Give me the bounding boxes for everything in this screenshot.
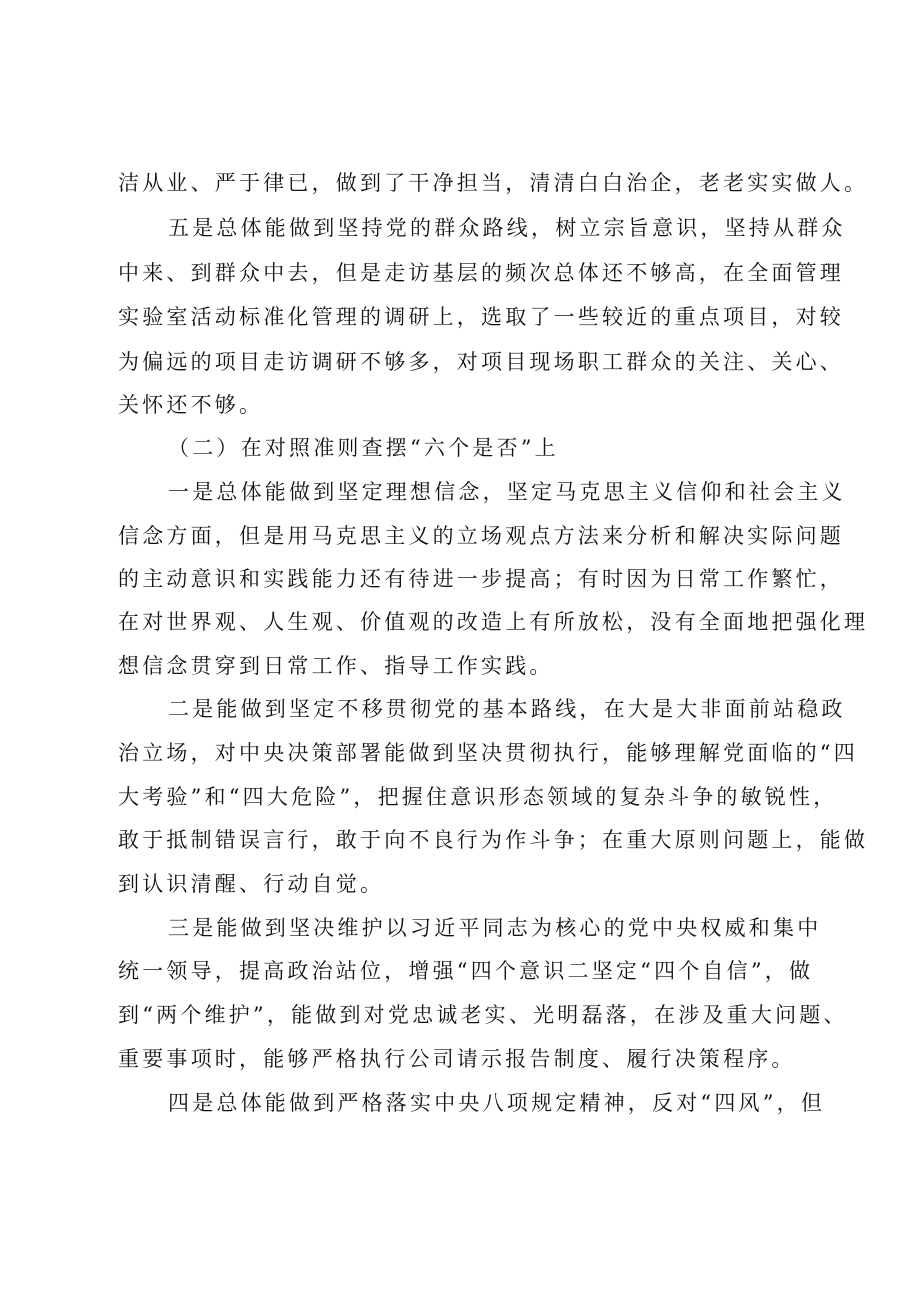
text-line: 洁从业、严于律已，做到了干净担当，清清白白治企，老老实实做人。 (118, 171, 869, 195)
paragraph-start-line: 二是能做到坚定不移贯彻党的基本路线，在大是大非面前站稳政 (168, 697, 846, 721)
text-line: 治立场，对中央决策部署能做到坚决贯彻执行，能够理解党面临的“四 (118, 741, 858, 765)
text-line: 实验室活动标准化管理的调研上，选取了一些较近的重点项目，对较 (118, 305, 844, 329)
text-line: 为偏远的项目走访调研不够多，对项目现场职工群众的关注、关心、 (118, 350, 844, 374)
paragraph-start-line: 一是总体能做到坚定理想信念，坚定马克思主义信仰和社会主义 (168, 480, 846, 504)
section-heading: （二）在对照准则查摆“六个是否”上 (168, 436, 559, 460)
text-line: 中来、到群众中去，但是走访基层的频次总体还不够高，在全面管理 (118, 261, 844, 285)
text-line: 到认识清醒、行动自觉。 (118, 872, 385, 896)
text-line: 信念方面，但是用马克思主义的立场观点方法来分析和解决实际问题 (118, 524, 844, 548)
text-line: 重要事项时，能够严格执行公司请示报告制度、履行决策程序。 (118, 1047, 796, 1071)
text-line: 在对世界观、人生观、价值观的改造上有所放松，没有全面地把强化理 (118, 610, 869, 634)
text-line: 的主动意识和实践能力还有待进一步提高；有时因为日常工作繁忙， (118, 567, 844, 591)
text-line: 统一领导，提高政治站位，增强“四个意识二坚定“四个自信”，做 (118, 959, 814, 983)
text-line: 关怀还不够。 (118, 393, 264, 417)
paragraph-start-line: 五是总体能做到坚持党的群众路线，树立宗旨意识，坚持从群众 (168, 216, 846, 240)
text-line: 想信念贯穿到日常工作、指导工作实践。 (118, 654, 554, 678)
paragraph-start-line: 四是总体能做到严格落实中央八项规定精神，反对“四风”，但 (168, 1091, 826, 1115)
text-line: 敢于抵制错误言行，敢于向不良行为作斗争；在重大原则问题上，能做 (118, 828, 869, 852)
paragraph-start-line: 三是能做到坚决维护以习近平同志为核心的党中央权威和集中 (168, 916, 822, 940)
text-line: 大考验”和“四大危险”，把握住意识形态领域的复杂斗争的敏锐性， (118, 785, 838, 809)
text-line: 到“两个维护”，能做到对党忠诚老实、光明磊落，在涉及重大问题、 (118, 1003, 848, 1027)
